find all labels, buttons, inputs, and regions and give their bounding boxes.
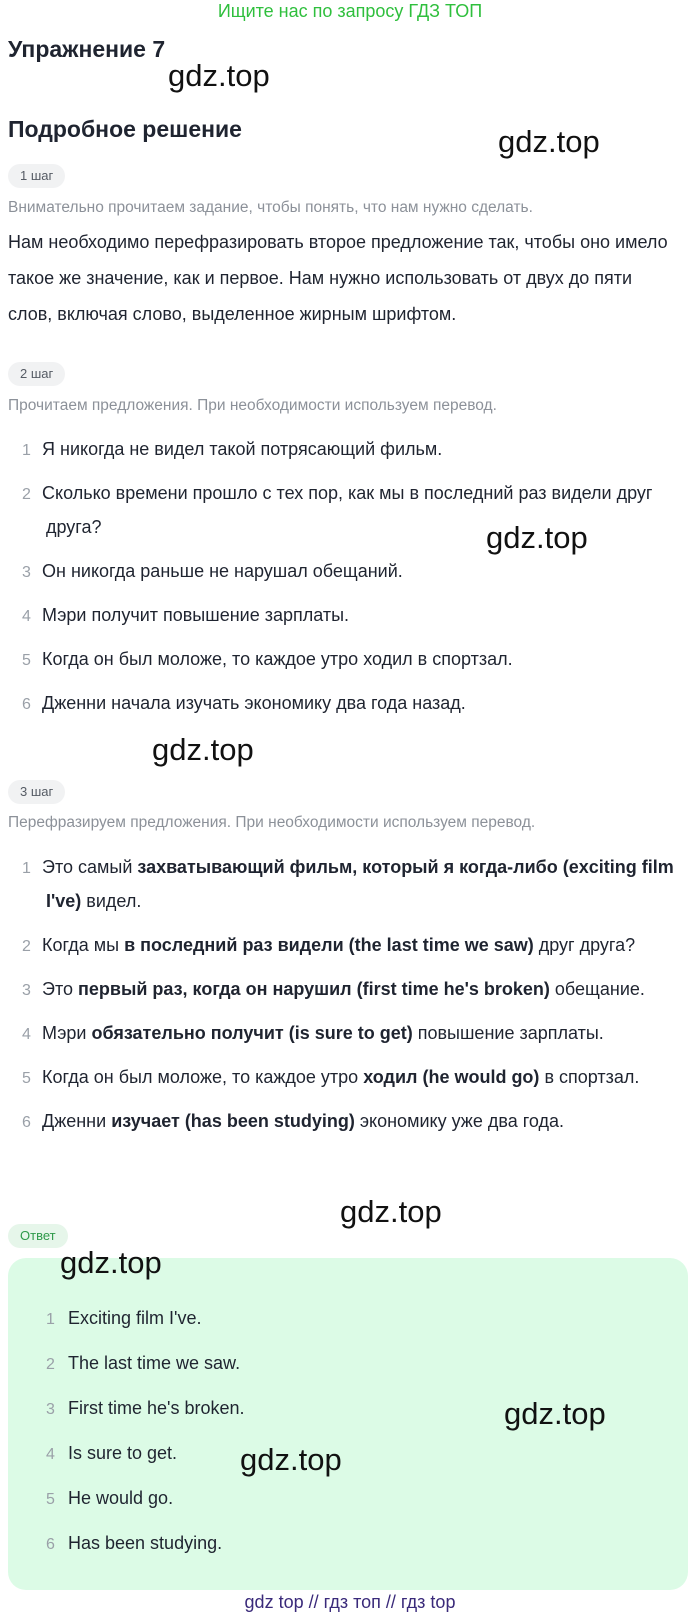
answer-item [46, 1438, 646, 1470]
paragraph-line: Нам необходимо перефразировать второе предложение так, чтобы оно имело [8, 232, 668, 252]
item-text: He would go. [68, 1488, 174, 1508]
list-item [22, 686, 692, 722]
item-text: Сколько времени прошло с тех пор, как мы в последний раз видели друг [42, 483, 653, 503]
item-text: Exciting film I've. [68, 1308, 202, 1328]
watermark: gdz.top [60, 1245, 162, 1280]
item-number: 1 [22, 860, 31, 877]
item-number: 3 [22, 564, 31, 581]
item-text: The last time we saw. [68, 1353, 241, 1373]
list-item [22, 642, 692, 678]
item-text: в спортзал. [539, 1067, 640, 1087]
item-bold-text: изучает (has been studying) [111, 1111, 355, 1131]
item-text: друг друга? [533, 935, 636, 955]
step-caption: Прочитаем предложения. При необходимости используем перевод. [8, 397, 497, 414]
watermark: gdz.top [168, 58, 270, 93]
item-text: видел. [81, 891, 142, 911]
list-item [22, 1104, 692, 1140]
item-number: 3 [22, 982, 31, 999]
search-banner[interactable]: Ищите нас по запросу ГДЗ ТОП [217, 1, 483, 21]
list-item-continuation: друга? [46, 517, 102, 537]
item-number: 2 [22, 938, 31, 955]
list-item [22, 928, 692, 964]
answer-item [46, 1348, 646, 1380]
item-text: Когда он был моложе, то каждое утро [42, 1067, 364, 1087]
solution-title: Подробное решение [8, 116, 242, 142]
item-text: Это самый [42, 857, 138, 877]
item-text: Это [42, 979, 78, 999]
list-item [22, 1060, 692, 1096]
item-bold-text: обязательно получит (is sure to get) [91, 1023, 413, 1043]
item-number: 4 [46, 1446, 55, 1463]
item-number: 1 [22, 442, 31, 459]
item-text: Он никогда раньше не нарушал обещаний. [42, 561, 403, 581]
step-caption: Внимательно прочитаем задание, чтобы понять, что нам нужно сделать. [8, 199, 533, 216]
item-number: 5 [22, 1070, 31, 1087]
watermark: gdz.top [486, 520, 588, 555]
paragraph-line: такое же значение, как и первое. Нам нужно использовать от двух до пяти [8, 268, 633, 288]
step-caption: Перефразируем предложения. При необходимости используем перевод. [8, 814, 536, 831]
item-number: 5 [46, 1491, 55, 1508]
item-text: экономику уже два года. [354, 1111, 565, 1131]
watermark: gdz.top [152, 732, 254, 767]
item-number: 1 [46, 1311, 55, 1328]
item-bold-text: ходил (he would go) [363, 1067, 540, 1087]
watermark: gdz.top [498, 124, 600, 159]
item-bold-text: I've) [46, 891, 82, 911]
paragraph-line: слов, включая слово, выделенное жирным шрифтом. [8, 304, 457, 324]
answer-badge: Ответ [8, 1224, 68, 1248]
item-text: Дженни [42, 1111, 112, 1131]
item-number: 6 [46, 1536, 55, 1553]
list-item-continuation [46, 884, 700, 918]
list-item [22, 432, 692, 468]
item-text: Я никогда не видел такой потрясающий фильм. [42, 439, 443, 459]
watermark: gdz.top [504, 1396, 606, 1431]
item-text: Когда он был моложе, то каждое утро ходил в спортзал. [42, 649, 513, 669]
item-bold-text: в последний раз видели (the last time we saw) [124, 935, 534, 955]
step-paragraph [8, 224, 692, 332]
watermark: gdz.top [240, 1442, 342, 1477]
watermark: gdz.top [340, 1194, 442, 1229]
item-number: 4 [22, 608, 31, 625]
exercise-title: Упражнение 7 [8, 36, 166, 62]
item-number: 6 [22, 696, 31, 713]
footer-links[interactable]: gdz top // гдз топ // гдз top [244, 1592, 456, 1612]
item-number: 2 [46, 1356, 55, 1373]
item-bold-text: захватывающий фильм, который я когда-либо (exciting film [137, 857, 674, 877]
item-text: обещание. [549, 979, 645, 999]
step-badge: 3 шаг [8, 780, 65, 804]
answer-item [46, 1528, 646, 1560]
item-text: Has been studying. [68, 1533, 223, 1553]
list-item [22, 1016, 692, 1052]
item-text: повышение зарплаты. [412, 1023, 604, 1043]
list-item [22, 972, 692, 1008]
item-text: Is sure to get. [68, 1443, 178, 1463]
list-item [22, 850, 692, 886]
item-number: 6 [22, 1114, 31, 1131]
item-text: Мэри получит повышение зарплаты. [42, 605, 350, 625]
item-number: 3 [46, 1401, 55, 1418]
item-text: Когда мы [42, 935, 125, 955]
answer-item [46, 1303, 646, 1335]
item-number: 5 [22, 652, 31, 669]
answer-item [46, 1483, 646, 1515]
item-number: 2 [22, 486, 31, 503]
step-badge: 2 шаг [8, 362, 65, 386]
list-item [22, 598, 692, 634]
item-number: 4 [22, 1026, 31, 1043]
item-text: Дженни начала изучать экономику два года назад. [42, 693, 466, 713]
step-badge: 1 шаг [8, 164, 65, 188]
item-text: Мэри [42, 1023, 92, 1043]
item-text: First time he's broken. [68, 1398, 245, 1418]
item-bold-text: первый раз, когда он нарушил (first time he's broken) [78, 979, 550, 999]
list-item [22, 476, 692, 512]
list-item [22, 554, 692, 590]
